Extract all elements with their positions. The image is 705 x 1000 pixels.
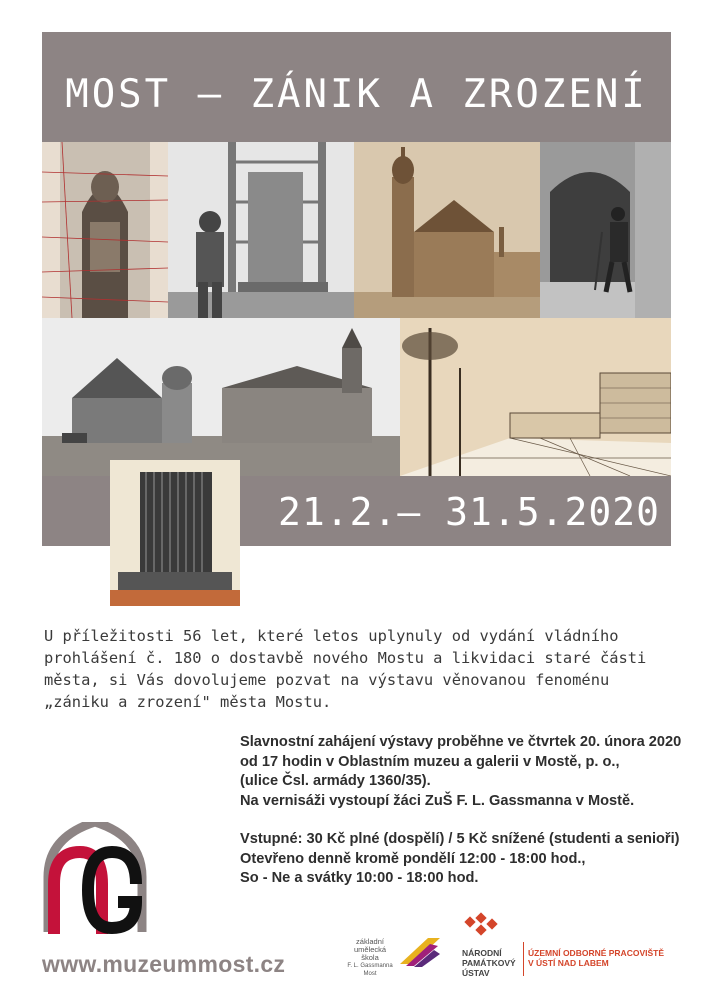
- photo-modern-drawing: [400, 318, 671, 476]
- museum-logo: [40, 822, 150, 937]
- npu-name-line: ÚSTAV: [462, 968, 490, 978]
- photo-demolition-panorama: [42, 318, 400, 476]
- photo-cameraman-statue: [168, 142, 354, 318]
- admission-line: So - Ne a svátky 10:00 - 18:00 hod.: [240, 870, 479, 886]
- zus-logo-text: [340, 938, 400, 978]
- exhibition-title: MOST – ZÁNIK A ZROZENÍ: [65, 72, 648, 117]
- npu-logo: [462, 912, 498, 942]
- npu-name-line: NÁRODNÍ: [462, 948, 502, 958]
- intro-paragraph: [44, 625, 684, 713]
- exhibition-dates: 21.2.– 31.5.2020: [277, 490, 660, 534]
- intro-line: „zániku a zrození" města Mostu.: [44, 693, 332, 711]
- opening-line: od 17 hodin v Oblastním muzeu a galerii v Mostě, p. o.,: [240, 753, 620, 770]
- opening-line: Na vernisáži vystoupí žáci ZuŠ F. L. Gassmanna v Mostě.: [240, 792, 635, 809]
- event-details: [240, 733, 690, 889]
- photo-altar-drawing: [42, 142, 168, 318]
- museum-logo-icon: [40, 822, 150, 937]
- opening-line: Slavnostní zahájení výstavy proběhne ve čtvrtek 20. února 2020: [240, 734, 682, 750]
- zus-logo: [398, 934, 442, 968]
- zus-line: základní: [356, 937, 384, 946]
- npu-name-line: PAMÁTKOVÝ: [462, 958, 516, 968]
- photo-photographer-gateway: [540, 142, 671, 318]
- npu-office-line: ÚZEMNÍ ODBORNÉ PRACOVIŠTĚ: [528, 948, 665, 958]
- npu-office: [528, 948, 664, 968]
- opening-line: (ulice Čsl. armády 1360/35).: [240, 773, 431, 789]
- npu-divider: [523, 942, 524, 976]
- admission-line: Vstupné: 30 Kč plné (dospělí) / 5 Kč snížené (studenti a senioři): [240, 831, 680, 847]
- npu-office-line: V ÚSTÍ NAD LABEM: [528, 958, 609, 968]
- npu-diamond-icon: [462, 912, 498, 942]
- intro-line: U příležitosti 56 let, které letos uplynuly od vydání vládního: [44, 627, 619, 645]
- npu-name: [462, 948, 516, 978]
- photo-church-sepia: [354, 142, 540, 318]
- zus-line: škola: [361, 953, 379, 962]
- zus-brush-icon: [398, 934, 442, 968]
- intro-line: prohlášení č. 180 o dostavbě nového Mostu a likvidaci staré části: [44, 649, 647, 667]
- zus-line: F. L. Gassmanna Most: [347, 963, 393, 977]
- website-link[interactable]: www.muzeummost.cz: [42, 951, 286, 977]
- admission-line: Otevřeno denně kromě pondělí 12:00 - 18:00 hod.,: [240, 850, 586, 867]
- intro-line: města, si Vás dovolujeme pozvat na výstavu věnovanou fenoménu: [44, 671, 610, 689]
- zus-line: umělecká: [353, 945, 387, 954]
